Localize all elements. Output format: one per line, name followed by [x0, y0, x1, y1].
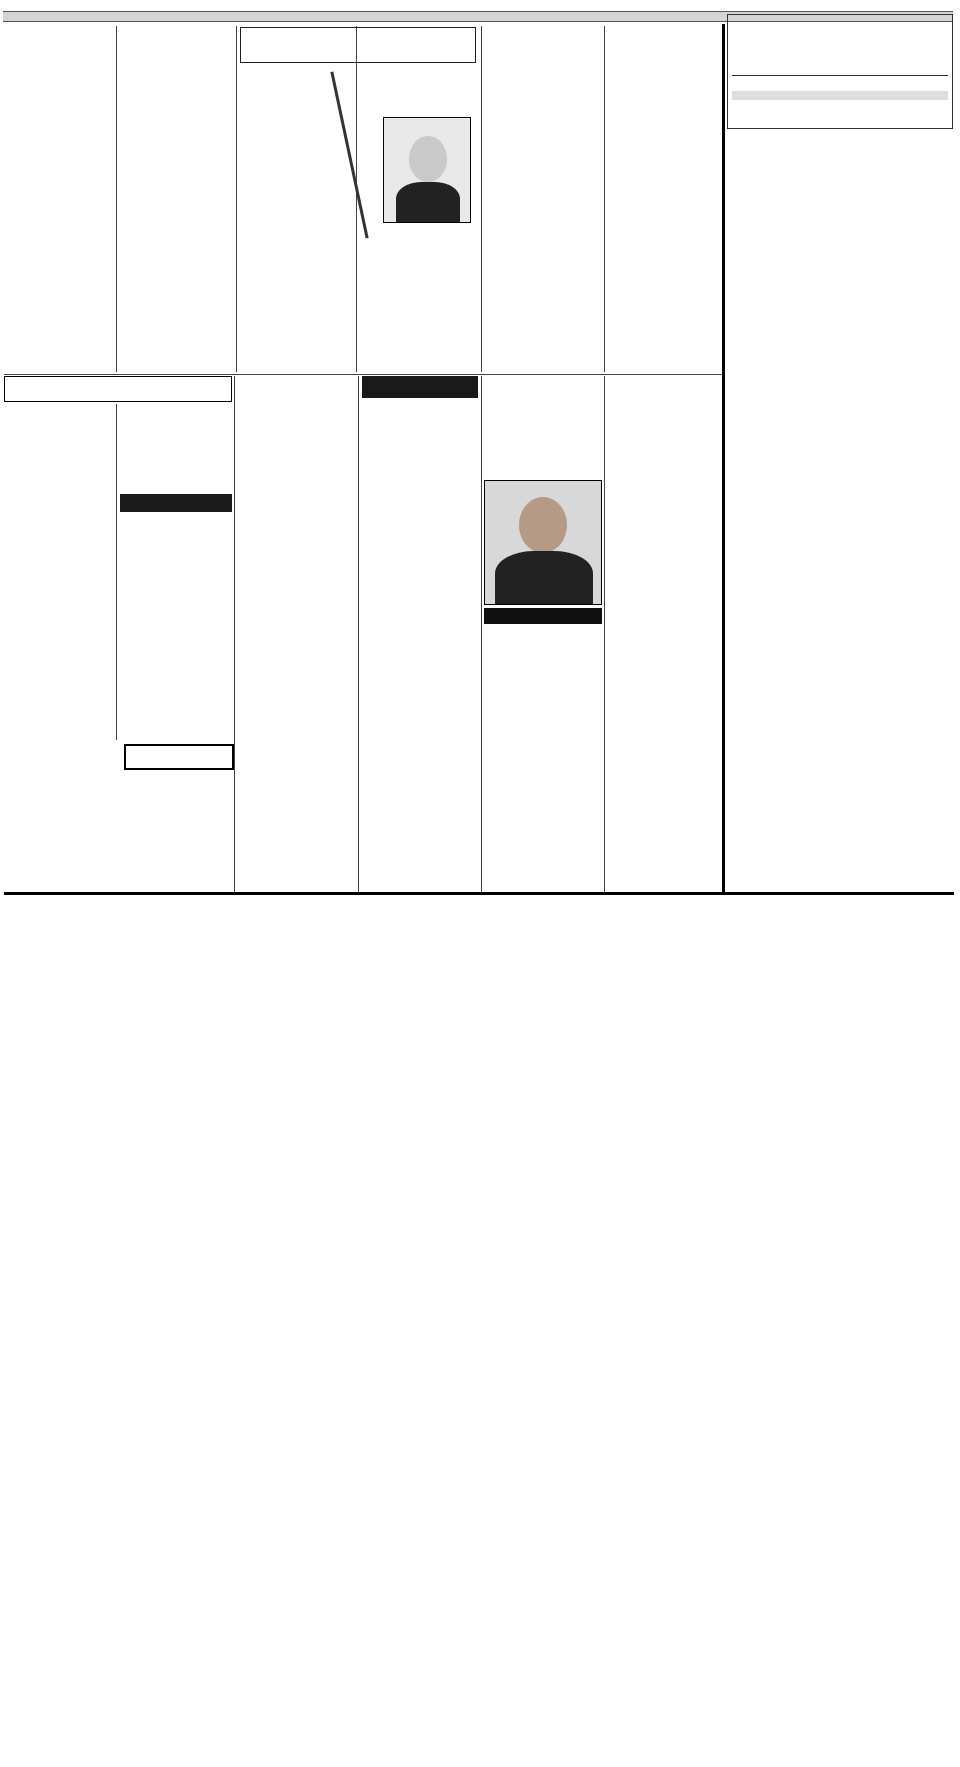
masthead — [727, 14, 953, 129]
body — [495, 551, 593, 605]
face — [409, 136, 447, 182]
war-col-a — [240, 70, 380, 370]
top-col-5 — [120, 28, 232, 370]
youth-author — [120, 494, 232, 512]
editorial-text — [728, 158, 952, 880]
rule — [4, 892, 954, 895]
rule — [4, 374, 722, 375]
youth-heading — [4, 376, 232, 402]
war-heading-frame — [240, 27, 476, 63]
masthead-rule — [732, 75, 948, 76]
mid-col-1 — [608, 402, 720, 880]
rule — [236, 26, 237, 372]
address-strip — [732, 91, 948, 100]
top-col-1 — [608, 48, 720, 370]
youth-col-b — [4, 404, 114, 740]
rule — [358, 376, 359, 892]
rule — [604, 26, 605, 372]
poem-title-frame — [124, 744, 234, 770]
rule — [234, 376, 235, 892]
rule — [116, 26, 117, 372]
ppp-heading — [362, 376, 478, 398]
youth-col-a2 — [120, 516, 232, 740]
top-col-6 — [4, 28, 114, 370]
rule — [481, 26, 482, 372]
rule — [116, 404, 117, 740]
rule — [604, 376, 605, 892]
body — [396, 182, 460, 223]
top-col-2 — [485, 28, 601, 370]
mid-col-3 — [362, 402, 478, 880]
mid-col-4 — [238, 378, 354, 880]
youth-col-a1 — [120, 420, 232, 492]
mid-col-2 — [485, 378, 601, 880]
author-photo-nusrat — [383, 117, 471, 223]
column-divider — [722, 24, 725, 892]
editorial-continued — [728, 880, 952, 890]
rule — [481, 376, 482, 892]
face — [519, 497, 567, 553]
author-name-sharjeel — [484, 608, 602, 624]
author-photo-sharjeel — [484, 480, 602, 605]
